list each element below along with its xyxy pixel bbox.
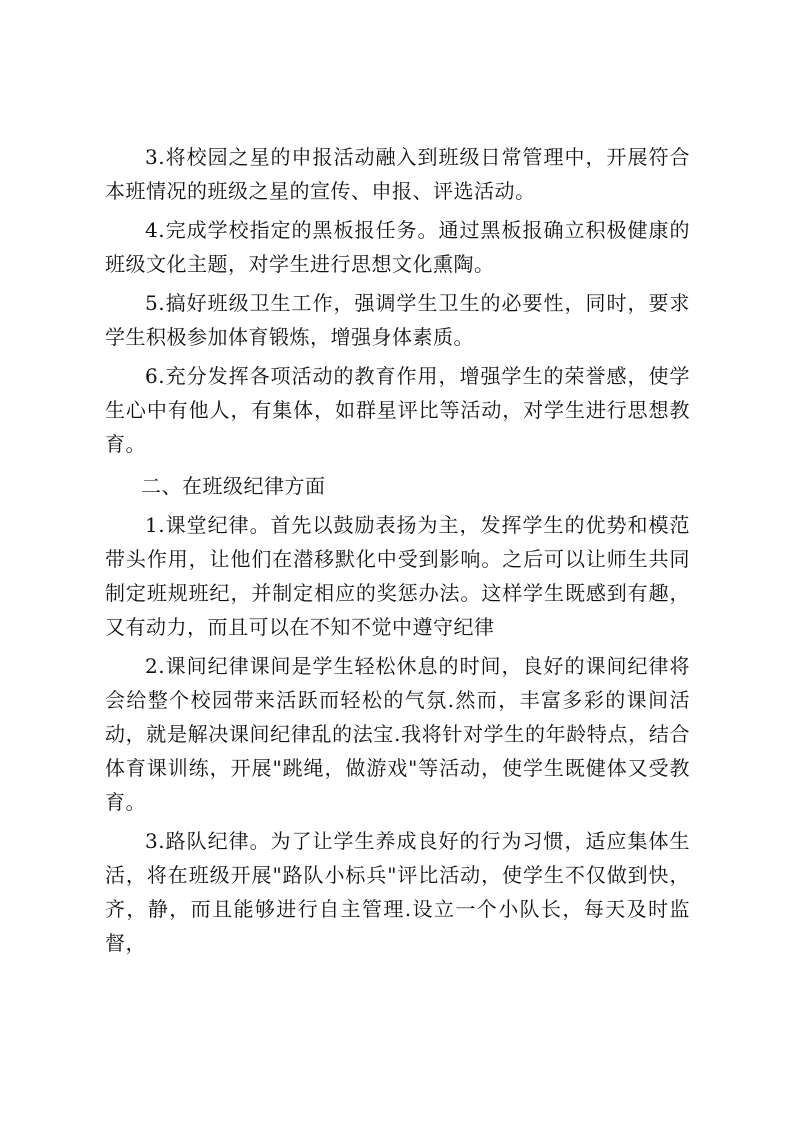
- paragraph-line-discipline: 3.路队纪律。为了让学生养成良好的行为习惯，适应集体生活，将在班级开展"路队小标兵"评比活动，使学生不仅做到快，齐，静，而且能够进行自主管理.设立一个小队长，每天及时监督，: [105, 829, 690, 955]
- section-heading-discipline: 二、在班级纪律方面: [141, 474, 326, 498]
- paragraph-blackboard: 4.完成学校指定的黑板报任务。通过黑板报确立积极健康的班级文化主题，对学生进行思想文化熏陶。: [105, 218, 690, 276]
- paragraph-activities: 6.充分发挥各项活动的教育作用，增强学生的荣誉感，使学生心中有他人，有集体，如群星评比等活动，对学生进行思想教育。: [105, 364, 690, 456]
- paragraph-campus-star: 3.将校园之星的申报活动融入到班级日常管理中，开展符合本班情况的班级之星的宣传、申报、评选活动。: [105, 145, 690, 203]
- paragraph-hygiene: 5.搞好班级卫生工作，强调学生卫生的必要性，同时，要求学生积极参加体育锻炼，增强身体素质。: [105, 291, 690, 349]
- paragraph-break-discipline: 2.课间纪律课间是学生轻松休息的时间，良好的课间纪律将会给整个校园带来活跃而轻松的气氛.然而，丰富多彩的课间活动，就是解决课间纪律乱的法宝.我将针对学生的年龄特点，结合体育课训练，开展"跳绳，做游戏"等活动，使学生既健体又受教育。: [105, 654, 690, 814]
- paragraph-classroom-discipline: 1.课堂纪律。首先以鼓励表扬为主，发挥学生的优势和模范带头作用，让他们在潜移默化中受到影响。之后可以让师生共同制定班规班纪，并制定相应的奖惩办法。这样学生既感到有趣，又有动力，而且可以在不知不觉中遵守纪律: [105, 513, 690, 639]
- document-body: [105, 140, 690, 960]
